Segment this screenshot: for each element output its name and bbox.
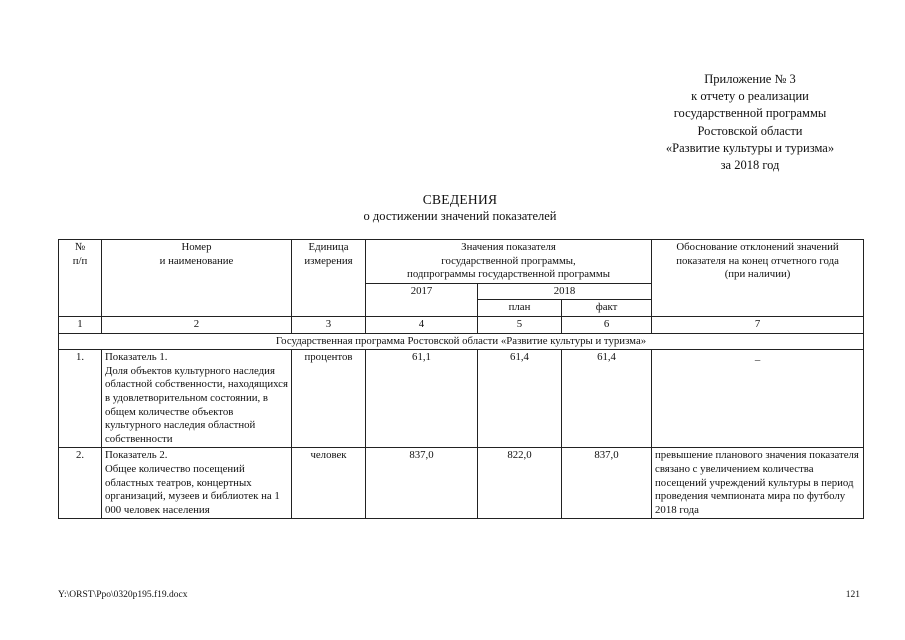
- row-reason: [652, 350, 864, 448]
- column-number: 5: [478, 316, 562, 333]
- appendix-header: [640, 71, 860, 174]
- appendix-line: «Развитие культуры и туризма»: [665, 140, 835, 155]
- footer-page-number: 121: [845, 590, 860, 600]
- header-reason: Обоснование отклонений значений показателя на конец отчетного года (при наличии): [652, 240, 864, 317]
- row-name: Показатель 2. Общее количество посещений областных театров, концертных организаций, музеев и библиотек на 1 000 человек населения: [102, 448, 292, 519]
- appendix-line: государственной программы: [673, 106, 827, 121]
- appendix-line: Приложение № 3: [704, 72, 796, 86]
- column-number: 6: [562, 316, 652, 333]
- appendix-line: за 2018 год: [720, 158, 780, 173]
- header-plan: план: [478, 300, 562, 317]
- row-value-fact: 61,4: [562, 350, 652, 448]
- header-year-2017: 2017: [366, 283, 478, 316]
- document-title: [300, 191, 620, 225]
- appendix-line: Ростовской области: [697, 123, 803, 138]
- row-reason: превышение планового значения показателя связано с увеличением количества посещений учреждений культуры в период проведения чемпионата мира по футболу 2018 года: [652, 448, 864, 519]
- header-year-2018: 2018: [478, 283, 652, 300]
- column-number: 3: [292, 316, 366, 333]
- row-name: Показатель 1. Доля объектов культурного наследия областной собственности, находящихся в удовлетворительном состоянии, в общем количестве объектов культурного наследия областной собственности: [102, 350, 292, 448]
- table-row: [59, 350, 864, 448]
- header-name: Номер и наименование: [102, 240, 292, 317]
- header-values: Значения показателя государственной программы, подпрограммы государственной программы: [366, 240, 652, 284]
- header-fact: факт: [562, 300, 652, 317]
- column-number: 4: [366, 316, 478, 333]
- header-row: [59, 240, 864, 284]
- header-no: № п/п: [59, 240, 102, 317]
- section-title: Государственная программа Ростовской области «Развитие культуры и туризма»: [59, 333, 864, 350]
- row-value-fact: 837,0: [562, 448, 652, 519]
- appendix-line: к отчету о реализации: [691, 89, 809, 104]
- column-number: 7: [652, 316, 864, 333]
- column-number: 2: [102, 316, 292, 333]
- column-number: 1: [59, 316, 102, 333]
- row-value-2017: 61,1: [366, 350, 478, 448]
- title-main: СВЕДЕНИЯ: [422, 192, 498, 207]
- header-unit: Единица измерения: [292, 240, 366, 317]
- footer-file-path: Y:\ORST\Ppo\0320p195.f19.docx: [58, 590, 188, 600]
- row-unit: процентов: [292, 350, 366, 448]
- row-value-plan: 822,0: [478, 448, 562, 519]
- title-sub: о достижении значений показателей: [363, 209, 557, 223]
- indicators-table: [58, 239, 864, 519]
- row-value-2017: 837,0: [366, 448, 478, 519]
- row-no: 2.: [59, 448, 102, 519]
- table-row: [59, 448, 864, 519]
- row-value-plan: 61,4: [478, 350, 562, 448]
- column-number-row: [59, 316, 864, 333]
- row-no: 1.: [59, 350, 102, 448]
- section-row: [59, 333, 864, 350]
- reason-text: –: [754, 354, 761, 367]
- row-unit: человек: [292, 448, 366, 519]
